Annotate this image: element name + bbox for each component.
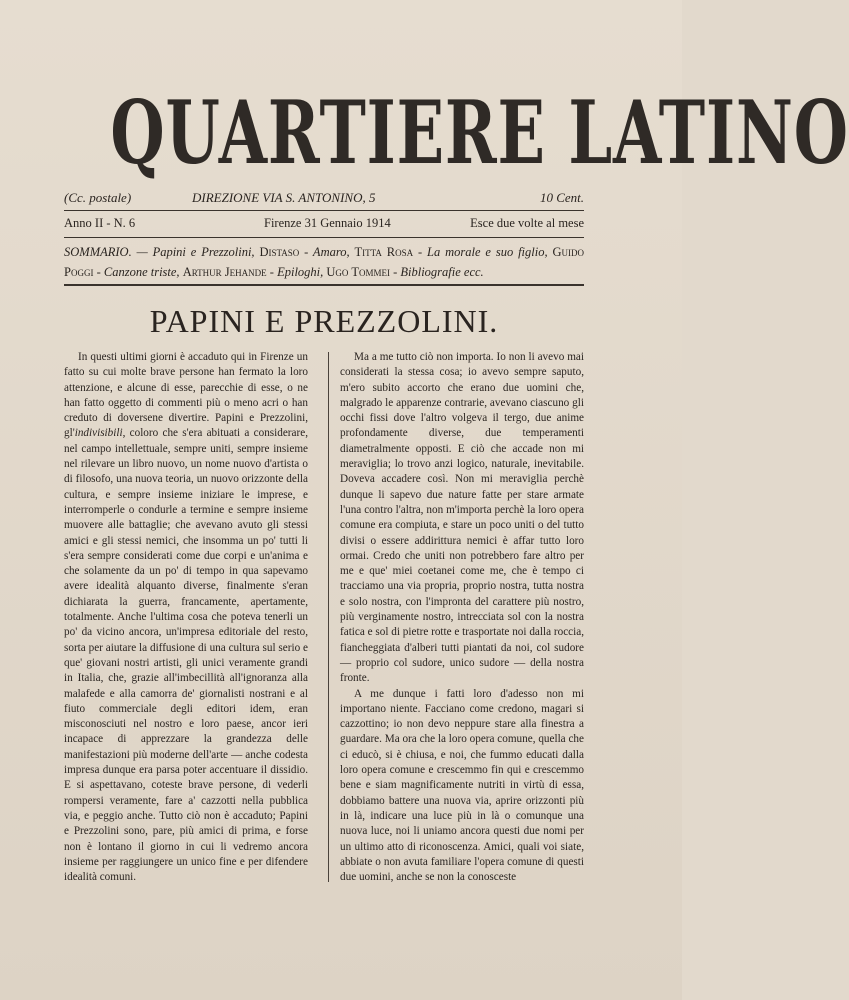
- paragraph: [64, 350, 308, 885]
- article-headline: PAPINI E PREZZOLINI.: [149, 303, 499, 339]
- sommario-title-2: - Amaro,: [304, 245, 350, 259]
- info-line-2: [64, 216, 584, 234]
- article-column-right: [340, 350, 584, 885]
- sommario-title-1: Papini e Prezzolini,: [152, 245, 255, 259]
- sommario-author-4: Arthur Jehande: [182, 265, 267, 279]
- sommario-title-6: - Bibliografie ecc.: [393, 265, 484, 279]
- rule-middle: [64, 237, 584, 238]
- price: 10 Cent.: [539, 190, 584, 205]
- sommario-label: SOMMARIO. —: [64, 245, 148, 259]
- sommario-title-3: - La morale e suo figlio,: [418, 245, 548, 259]
- info-line-1: [64, 190, 584, 208]
- issue-date: Firenze 31 Gennaio 1914: [264, 216, 391, 230]
- emphasis-text: indivisibili: [74, 427, 123, 440]
- paragraph: Ma a me tutto ciò non importa. Io non li avevo mai considerati la stessa cosa; io avevo sempre saputo, m'ero subito accorto che erano due uomini che, malgrado le apparenze contrarie, avevano ciascuno gli occhi fissi dove l'altro volgeva il tergo, due anime profondamente diverse, due temperamenti diametralmente opposti. E ciò che accade non mi meraviglia; lo trovo anzi logico, naturale, inevitabile. Doveva accadere così. Non mi meraviglia perchè dunque li sapevo due nature fatte per stare armate l'una contro l'altra, non m'importa perchè la loro opera comune era compiuta, e stare un poco uniti o del tutto divisi o essere addirittura nemici è affar tutto loro ormai. Credo che uniti non potrebbero fare altro per me e que' miei coetanei come me, che è tempo ci tracciamo una via propria, proprio nostra, tutta nostra e solo nostra, con l'impronta del carattere più nostro, più verginamente nostro, intrecciata sol con la nostra fatica e sol di pietre rotte e trasportate noi dalla roccia, fiancheggiata d'alberi tutti piantati da noi, col sudore — proprio col sudore, unico sudore — della nostra fronte.: [340, 351, 584, 685]
- paragraph-text: In questi ultimi giorni è accaduto qui in Firenze un fatto su cui molte brave persone han fermato la loro attenzione, e alcune di esse, parecchie di esse, o ne han fatto oggetto di commenti più o meno acri o han creduto di doversene divertire. Papini e Prezzolini, gl': [64, 351, 308, 440]
- sommario-author-3: Guido Poggi: [64, 245, 584, 279]
- paragraph: A me dunque i fatti loro d'adesso non mi importano niente. Facciano come credono, magari si cazzottino; io non devo neppure stare alla finestra a guardare. Ma ora che la loro opera comune, quella che ci educò, si è chiusa, e noi, che fummo educati dalla loro opera comune e crescemmo fin qui e crescemmo bene e siam magnificamente nutriti in virtù di essa, dobbiamo battere una nuova via, aprire orizzonti più in là, indicare una luce più in là o comunque una nuova luce, noi li uniamo ancora questi due nomi per un ultimo atto di riconoscenza. Amici, quali voi siate, abbiate o non avuta familiare l'opera comune di questi due uomini, anche se non la conosceste: [340, 687, 584, 884]
- sommario-title-4: - Canzone triste,: [96, 265, 180, 279]
- article-column-left: [64, 350, 308, 885]
- rule-bottom: [64, 284, 584, 286]
- sommario-author-1: Distaso: [259, 245, 300, 259]
- sommario-author-5: Ugo Tommei: [326, 265, 390, 279]
- direction-address: DIREZIONE VIA S. ANTONINO, 5: [192, 190, 376, 205]
- sommario: [64, 242, 584, 282]
- postal-note: (Cc. postale): [64, 190, 132, 205]
- sommario-author-2: Titta Rosa: [354, 245, 414, 259]
- publication-frequency: Esce due volte al mese: [470, 216, 584, 230]
- rule-top: [64, 210, 584, 211]
- sommario-title-5: - Epiloghi,: [269, 265, 324, 279]
- paragraph-text: , coloro che s'era abituati a considerare, nel campo intellettuale, sempre uniti, sempre insieme nel rilevare un libro nuovo, un nome nuovo d'artista o di filosofo, una nuova teoria, un nuovo orizzonte della cultura, e sempre insieme iniziare le imprese, e interromperle o condurle a termine e sempre insieme muovere alle battaglie; che avevano avuto gli stessi amici e gli stessi nemici, che insomma un po' tutti li s'era sempre considerati come due corpi e un'anima e che solamente da un po' di tempo in qua sapevamo avere idealità alquanto diverse, finalmente s'eran dichiarata la guerra, francamente, apertamente, totalmente. Anche l'ultima cosa che poteva tenerli un po' da vicino ancora, un'impresa editoriale del resto, sorta per aiutare la diffusione di una cultura sul serio e que' giovani nostri artisti, gli unici veramente grandi in Italia, che, grazie all'imbecillità all'ignoranza alla malafede e alla camorra de' giornalisti nostrani e al fiuto commerciale degli editori idem, eran misconosciuti nel nostro e loro paese, ancor ieri incapace di apprezzare la grandezza delle manifestazioni più moderne dell'arte — anche codesta impresa dunque era parsa poter accentuare il dissidio. E si aspettavano, coteste brave persone, di vederli rompersi veramente, fare a' cazzotti nella pubblica via, e peggio anche. Tutto ciò non è accaduto; Papini e Prezzolini sono, pare, più amici di prima, e forse non è lontano il giorno in cui li vedremo ancora insieme per raggiungere un unico fine e per difendere idealità comuni.: [64, 427, 308, 884]
- column-divider: [328, 352, 329, 882]
- masthead-title: QUARTIERE LATINO: [110, 81, 849, 184]
- issue-number: Anno II - N. 6: [64, 216, 136, 230]
